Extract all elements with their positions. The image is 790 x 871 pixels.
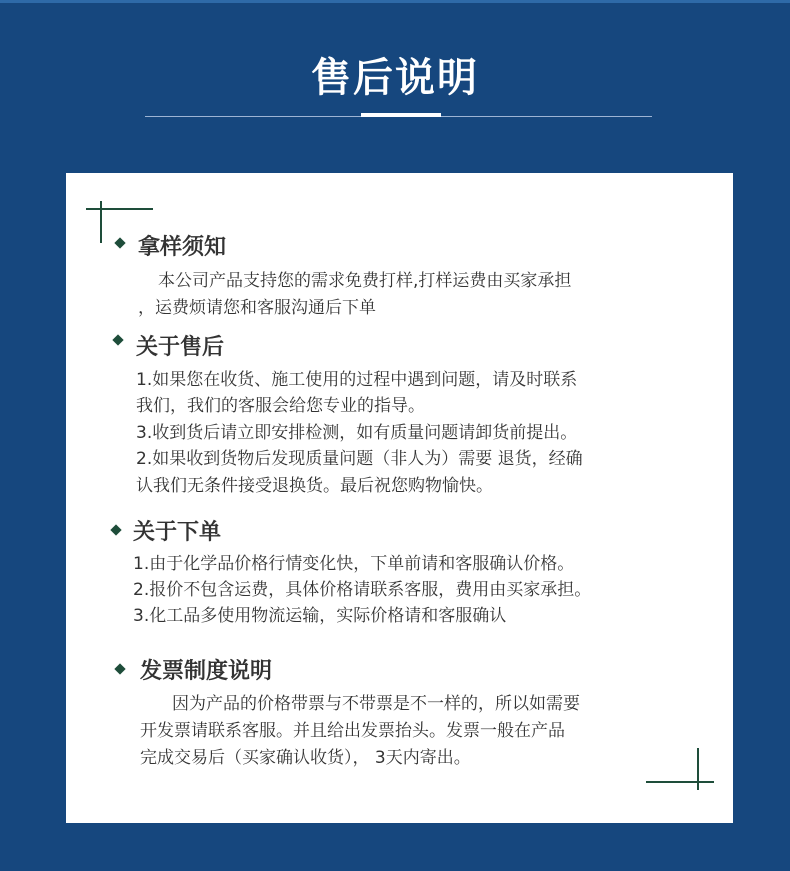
section-line: 2.如果收到货物后发现质量问题（非人为）需要 退货，经确 [136, 449, 583, 469]
content-card [66, 173, 733, 823]
diamond-bullet-icon [112, 334, 123, 345]
diamond-bullet-icon [114, 663, 125, 674]
section-line: 本公司产品支持您的需求免费打样,打样运费由买家承担 [158, 271, 572, 291]
section-line: 认我们无条件接受退换货。最后祝您购物愉快。 [136, 476, 493, 496]
page-title: 售后说明 [311, 55, 479, 101]
top-border [0, 0, 790, 3]
corner-cross-top-left-vertical [100, 201, 102, 243]
section-line: 1.如果您在收货、施工使用的过程中遇到问题，请及时联系 [136, 370, 578, 390]
section-line: 完成交易后（买家确认收货）， 3天内寄出。 [140, 748, 471, 768]
section-line: 开发票请联系客服。并且给出发票抬头。发票一般在产品 [140, 721, 565, 741]
corner-cross-bottom-right-horizontal [646, 781, 714, 783]
corner-cross-top-left-horizontal [86, 208, 153, 210]
section-title: 发票制度说明 [140, 659, 273, 684]
section-line: 因为产品的价格带票与不带票是不一样的，所以如需要 [172, 694, 580, 714]
section-title: 关于售后 [136, 335, 225, 360]
section-line: 我们，我们的客服会给您专业的指导。 [136, 396, 425, 416]
diamond-bullet-icon [110, 524, 121, 535]
section-title: 拿样须知 [138, 235, 227, 260]
section-line: ，运费烦请您和客服沟通后下单 [138, 298, 376, 318]
diamond-bullet-icon [114, 237, 125, 248]
section-title: 关于下单 [133, 520, 222, 545]
section-line: 2.报价不包含运费，具体价格请联系客服，费用由买家承担。 [133, 580, 592, 600]
section-line: 1.由于化学品价格行情变化快，下单前请和客服确认价格。 [133, 554, 575, 574]
corner-cross-bottom-right-vertical [697, 748, 699, 790]
title-divider-accent [361, 113, 441, 117]
section-line: 3.收到货后请立即安排检测，如有质量问题请卸货前提出。 [136, 423, 578, 443]
section-line: 3.化工品多使用物流运输，实际价格请和客服确认 [133, 606, 507, 626]
